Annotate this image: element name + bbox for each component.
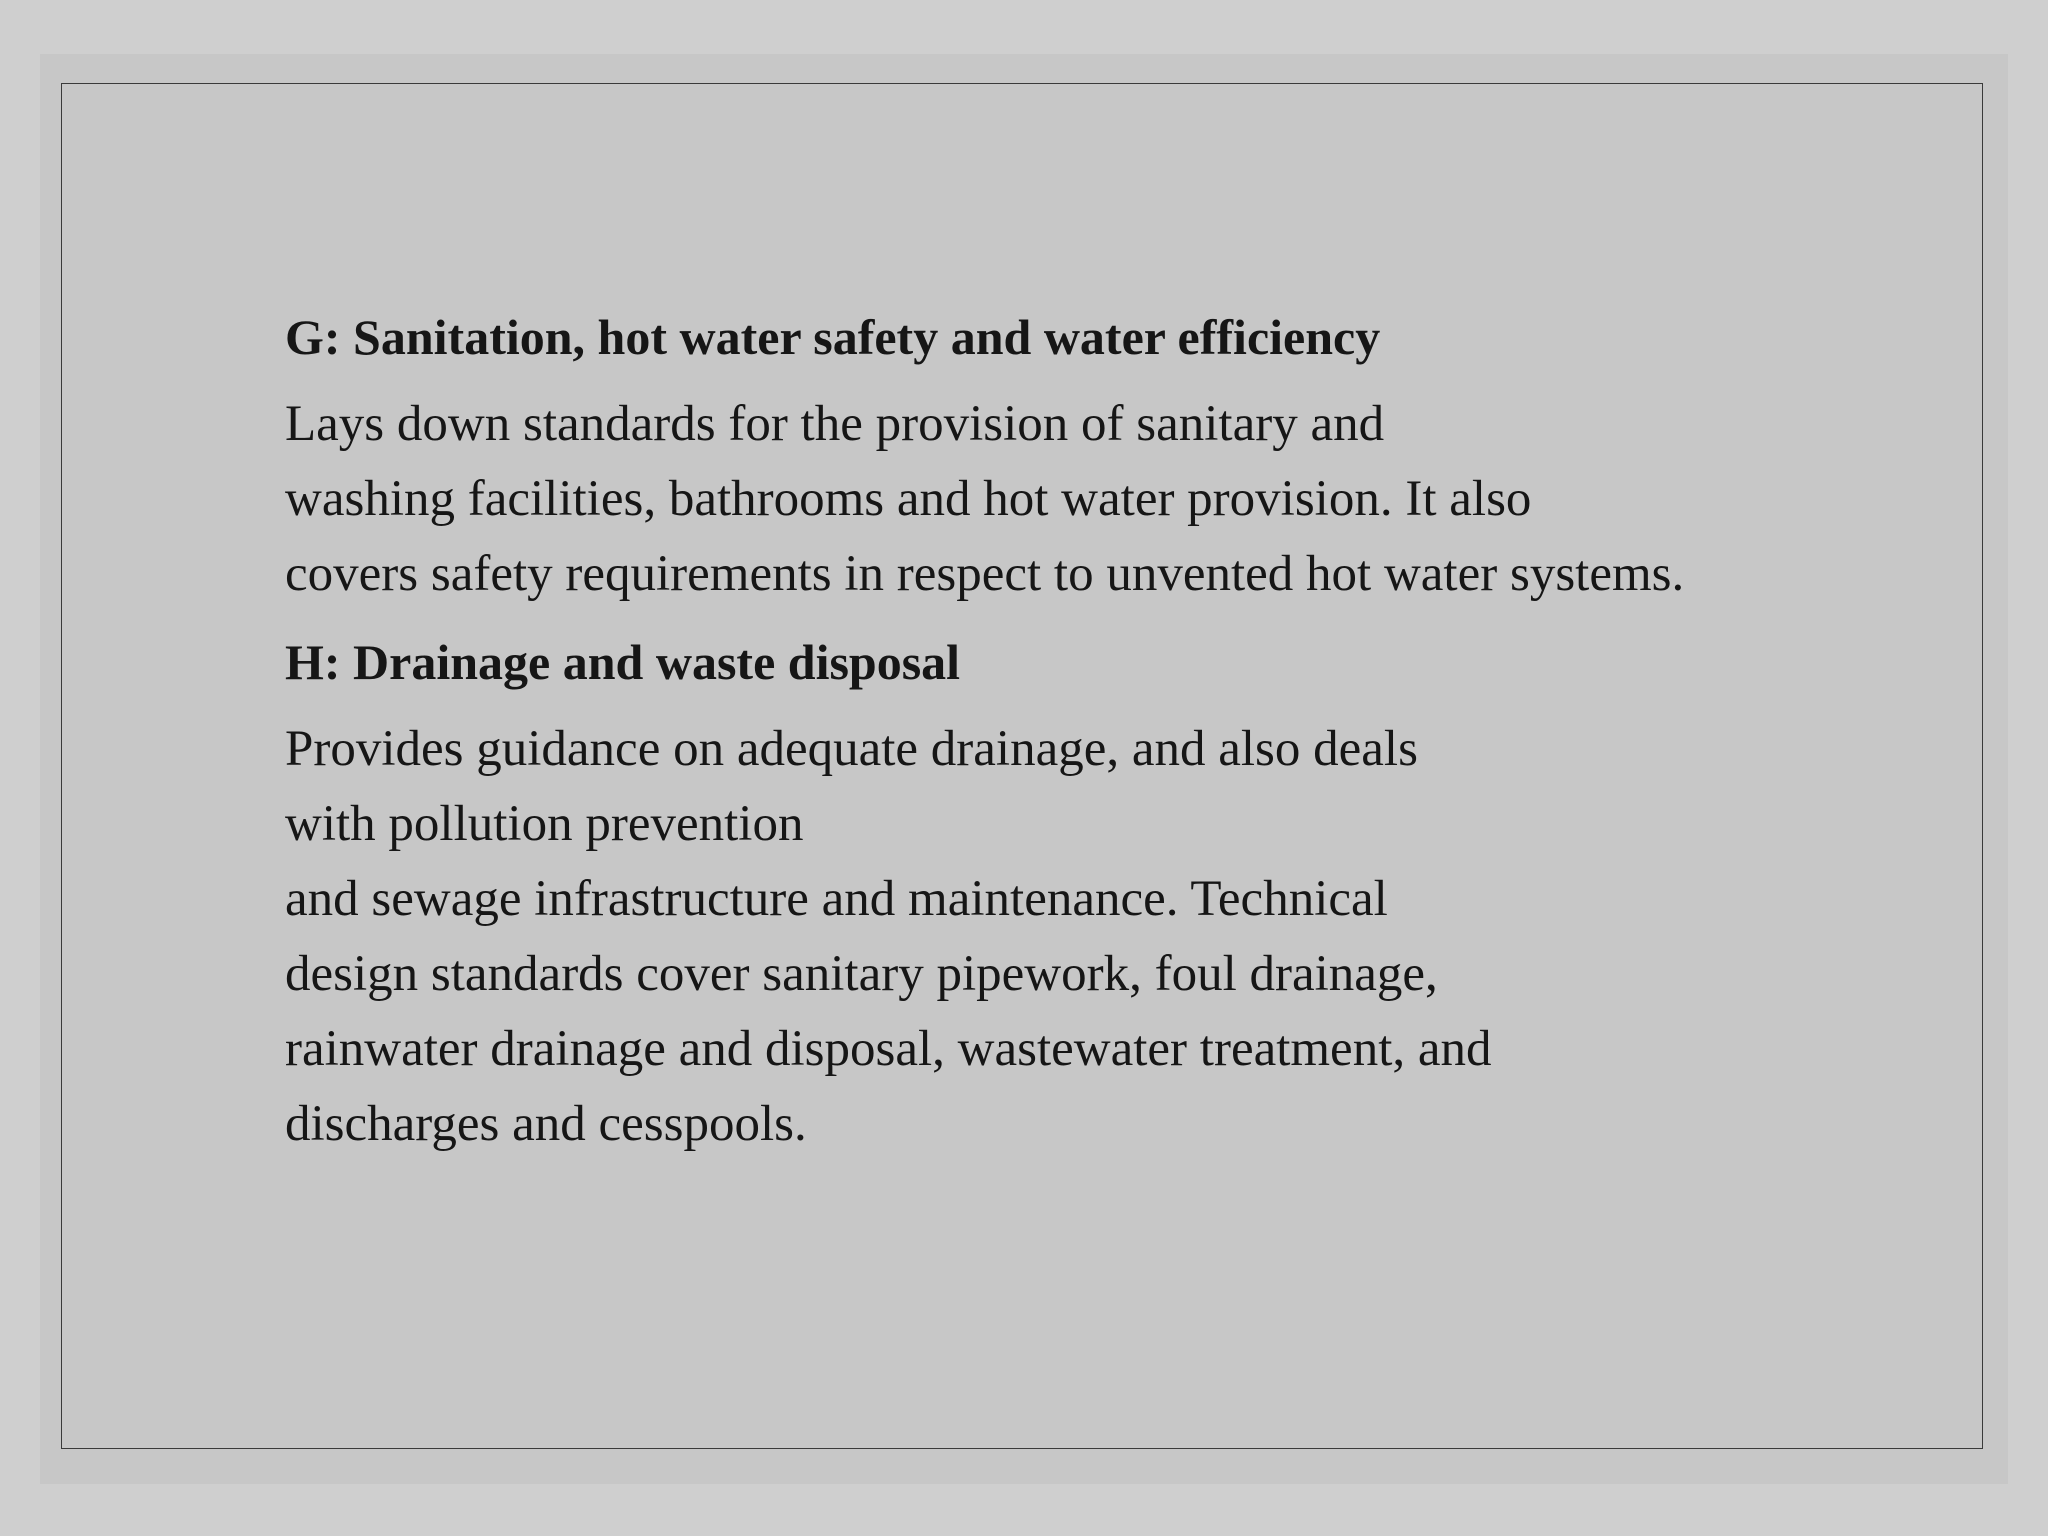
section-heading-h: H: Drainage and waste disposal: [285, 634, 961, 690]
body-line: Lays down standards for the provision of sanitary and: [285, 396, 1385, 452]
section-heading-g: G: Sanitation, hot water safety and water efficiency: [285, 309, 1381, 365]
body-line: design standards cover sanitary pipework, foul drainage,: [285, 946, 1438, 1002]
body-line: and sewage infrastructure and maintenance. Technical: [285, 871, 1388, 927]
section-body-h: [285, 712, 1865, 1162]
body-line: covers safety requirements in respect to unvented hot water systems.: [285, 546, 1685, 602]
body-line: with pollution prevention: [285, 796, 804, 852]
section-body-g: [285, 387, 1865, 612]
body-line: rainwater drainage and disposal, wastewater treatment, and: [285, 1021, 1492, 1077]
body-line: Provides guidance on adequate drainage, and also deals: [285, 721, 1418, 777]
body-line: washing facilities, bathrooms and hot water provision. It also: [285, 471, 1532, 527]
body-line: discharges and cesspools.: [285, 1096, 807, 1152]
slide-content: [285, 305, 1865, 1162]
